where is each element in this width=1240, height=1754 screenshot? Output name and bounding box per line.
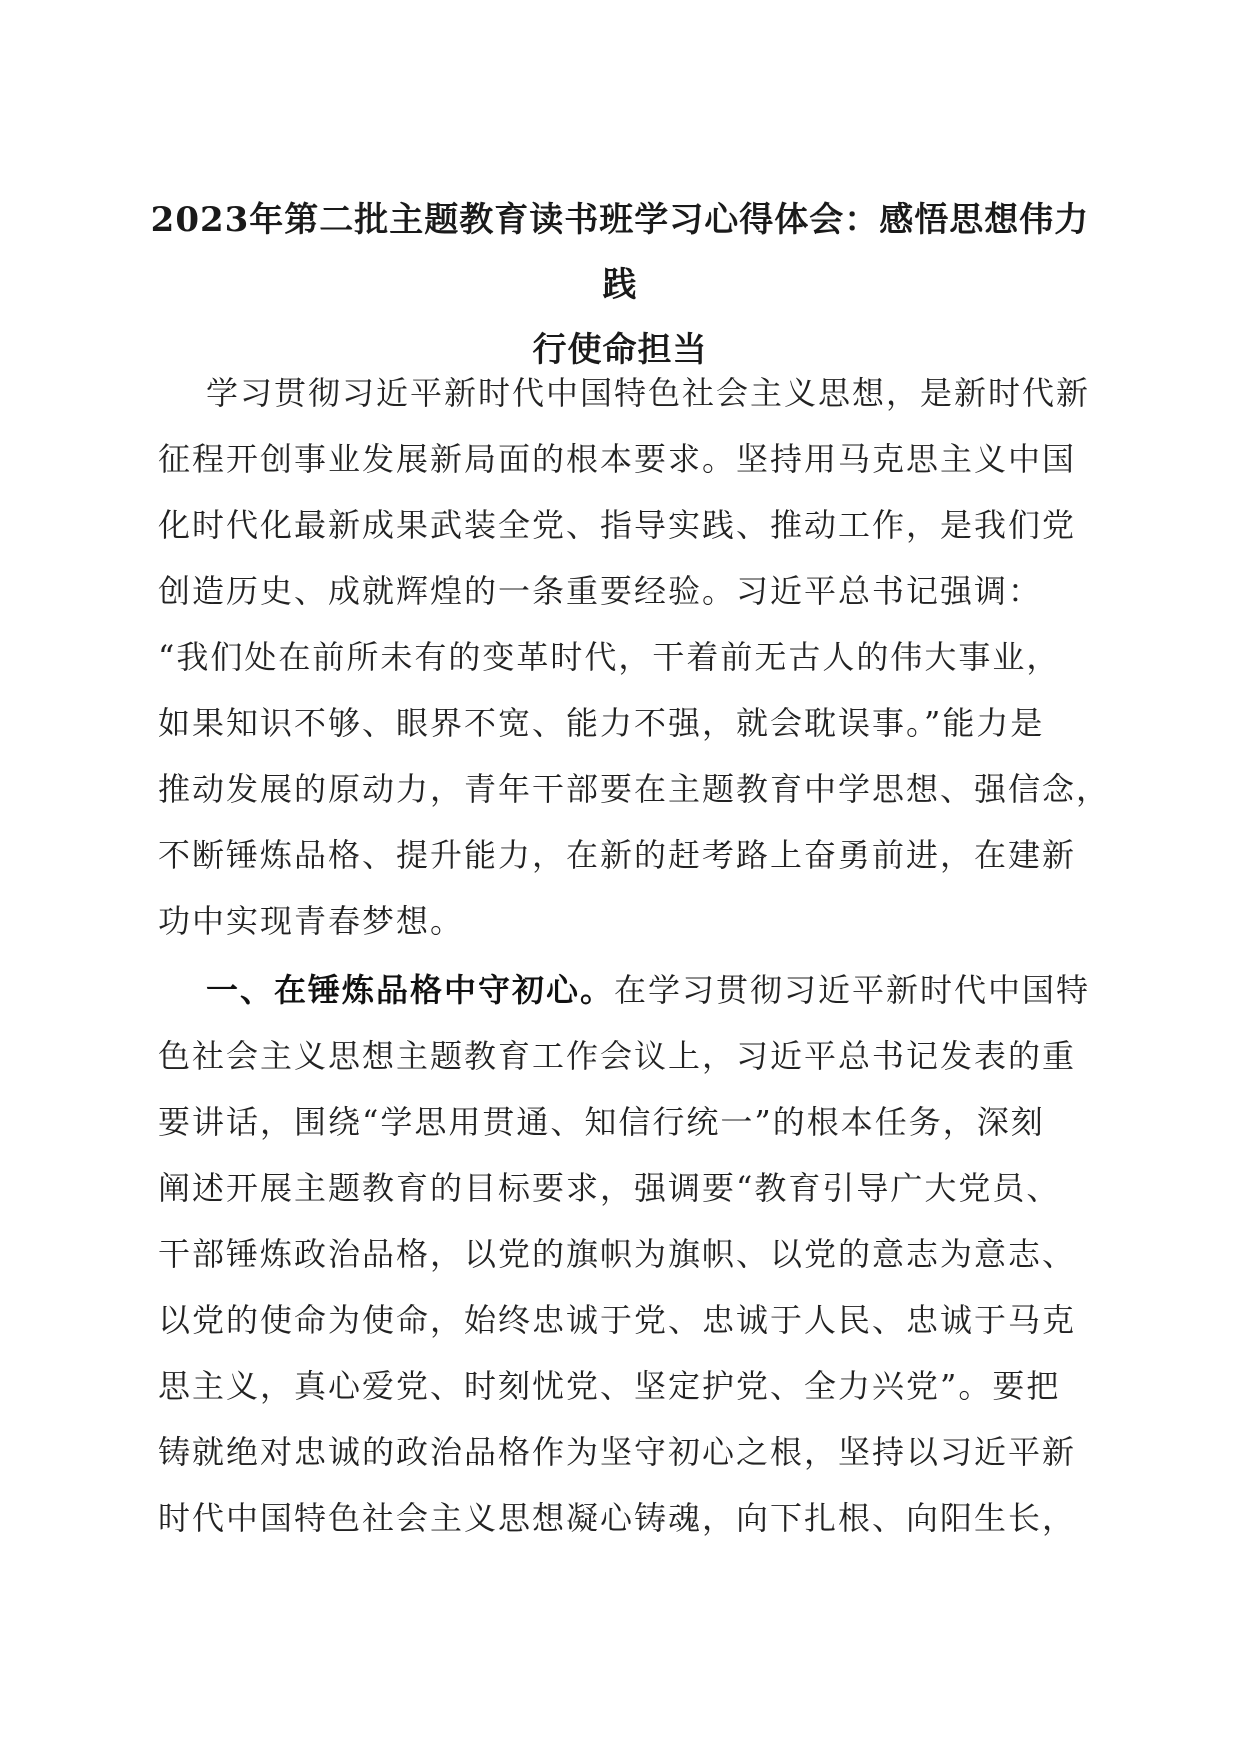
paragraph-line: 推动发展的原动力，青年干部要在主题教育中学思想、强信念， [158, 770, 1111, 808]
paragraph-line: 思主义，真心爱党、时刻忧党、坚定护党、全力兴党”。要把 [158, 1367, 1061, 1405]
paragraph-line: 创造历史、成就辉煌的一条重要经验。习近平总书记强调： [158, 572, 1043, 610]
paragraph-line: 阐述开展主题教育的目标要求，强调要“教育引导广大党员、 [158, 1169, 1061, 1207]
section-1-heading: 一、在锤炼品格中守初心。 [206, 971, 615, 1009]
paragraph-intro [158, 360, 1111, 954]
paragraph-line: 干部锤炼政治品格，以党的旗帜为旗帜、以党的意志为意志、 [158, 1235, 1077, 1273]
document-title [140, 188, 1100, 383]
paragraph-line: “我们处在前所未有的变革时代，干着前无古人的伟大事业， [158, 638, 1061, 676]
section-1-first-line-text: 在学习贯彻习近平新时代中国特 [614, 971, 1091, 1009]
paragraph-line: 色社会主义思想主题教育工作会议上，习近平总书记发表的重 [158, 1037, 1077, 1075]
section-1-first-line [158, 957, 1091, 1023]
paragraph-line: 以党的使命为使命，始终忠诚于党、忠诚于人民、忠诚于马克 [158, 1301, 1077, 1339]
title-line-2: 行使命担当 [532, 330, 708, 370]
paragraph-line: 如果知识不够、眼界不宽、能力不强，就会耽误事。”能力是 [158, 704, 1045, 742]
paragraph-line: 铸就绝对忠诚的政治品格作为坚守初心之根，坚持以习近平新 [158, 1433, 1077, 1471]
paragraph-line: 要讲话，围绕“学思用贯通、知信行统一”的根本任务，深刻 [158, 1103, 1045, 1141]
paragraph-line: 不断锤炼品格、提升能力，在新的赶考路上奋勇前进，在建新 [158, 836, 1077, 874]
paragraph-line: 时代中国特色社会主义思想凝心铸魂，向下扎根、向阳生长， [158, 1499, 1077, 1537]
paragraph-line: 化时代化最新成果武装全党、指导实践、推动工作，是我们党 [158, 506, 1077, 544]
paragraph-line: 功中实现青春梦想。 [158, 902, 465, 940]
paragraph-line: 学习贯彻习近平新时代中国特色社会主义思想，是新时代新 [206, 374, 1091, 412]
paragraph-line: 征程开创事业发展新局面的根本要求。坚持用马克思主义中国 [158, 440, 1077, 478]
title-line-1: 2023年第二批主题教育读书班学习心得体会：感悟思想伟力践 [150, 200, 1090, 305]
section-1 [158, 957, 1091, 1551]
